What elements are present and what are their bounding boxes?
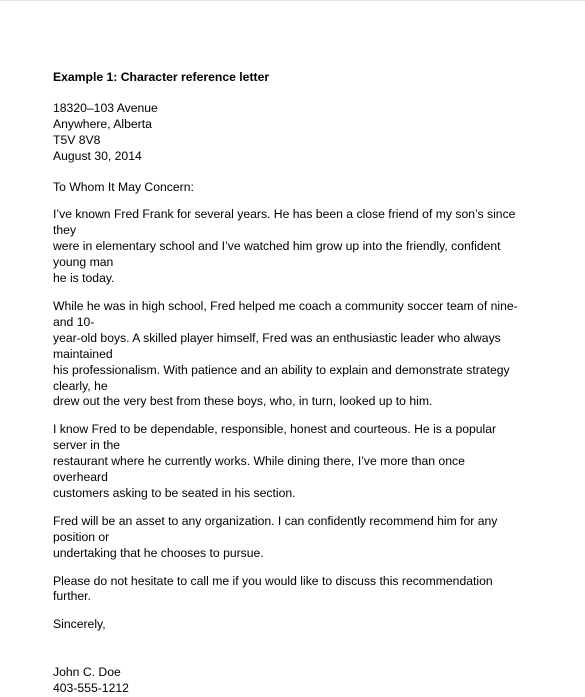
paragraph-character-traits: I know Fred to be dependable, responsible, honest and courteous. He is a popular server in the restaurant where he currently works. While dining there, I’ve more than once overheard customers asking to be seated in his section.: [53, 422, 497, 500]
paragraph-soccer-coaching: While he was in high school, Fred helped me coach a community soccer team of nine- and 10- year-old boys. A skilled player himself, Fred was an enthusiastic leader who always maintained his professionalism. With patience and an ability to explain and demonstrate strategy clearly, he drew out the very best from these boys, who, in turn, looked up to him.: [53, 298, 518, 409]
closing: Sincerely,: [53, 617, 106, 632]
signer-phone: 403-555-1212: [53, 681, 129, 696]
paragraph-contact-offer: Please do not hesitate to call me if you would like to discuss this recommendation further.: [53, 573, 493, 604]
address-postal-code: T5V 8V8: [53, 132, 101, 147]
paragraph-recommendation: Fred will be an asset to any organization. I can confidently recommend him for any position or undertaking that he chooses to pursue.: [53, 513, 498, 560]
signature-block: [53, 665, 523, 697]
reference-letter: [53, 70, 523, 697]
signer-name: John C. Doe: [53, 665, 121, 680]
letter-date: August 30, 2014: [53, 148, 142, 163]
letter-title: Example 1: Character reference letter: [53, 70, 270, 84]
salutation: To Whom It May Concern:: [53, 179, 194, 194]
address-city: Anywhere, Alberta: [53, 116, 152, 131]
sender-address-block: [53, 101, 523, 165]
address-street: 18320–103 Avenue: [53, 100, 158, 115]
paragraph-introduction: I’ve known Fred Frank for several years. He has been a close friend of my son’s since they were in elementary school and I’ve watched him grow up into the friendly, confident young man he is today.: [53, 207, 516, 286]
